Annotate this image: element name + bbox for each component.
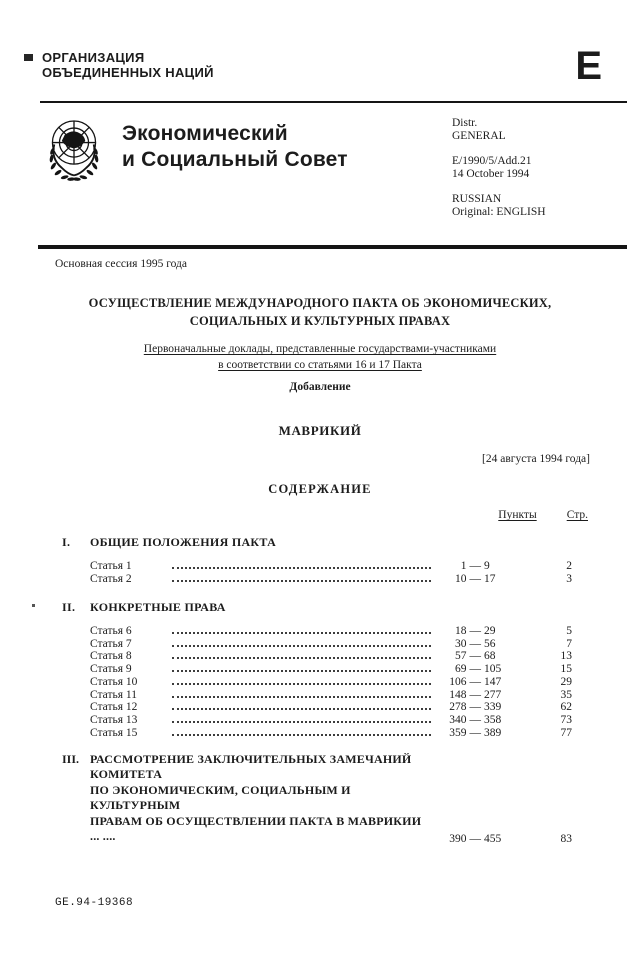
- contents-heading: СОДЕРЖАНИЕ: [268, 482, 372, 496]
- paragraph-from: 18: [455, 624, 467, 637]
- range-dash: —: [469, 701, 481, 714]
- paragraph-to: 358: [484, 714, 502, 727]
- toc-section-2: [0, 600, 640, 740]
- paragraph-from: 30: [455, 637, 467, 650]
- toc-entry: [90, 701, 572, 714]
- page-number: 2: [566, 560, 572, 573]
- council-title-line1: Экономический: [122, 122, 288, 145]
- country-name: МАВРИКИЙ: [278, 423, 362, 438]
- distribution-block: [452, 117, 604, 219]
- document-original-language: Original: ENGLISH: [452, 206, 546, 218]
- un-emblem-icon: [44, 117, 104, 185]
- entry-label: Статья 6: [90, 624, 132, 637]
- document-title-line1: ОСУЩЕСТВЛЕНИЕ МЕЖДУНАРОДНОГО ПАКТА ОБ ЭКОНОМИЧЕСКИХ,: [88, 296, 552, 310]
- paragraph-to: 29: [484, 624, 496, 637]
- paragraph-from: 69: [455, 663, 467, 676]
- toc-entry: [90, 573, 572, 586]
- entry-label: Статья 11: [90, 688, 137, 701]
- addendum-label: Добавление: [289, 381, 351, 393]
- paragraph-from: 106: [449, 675, 467, 688]
- paragraph-to: 455: [484, 832, 502, 845]
- document-subtitle-line2: в соответствии со статьями 16 и 17 Пакта: [218, 359, 422, 371]
- session-line: Основная сессия 1995 года: [55, 258, 188, 270]
- masthead-divider: [38, 245, 627, 249]
- entry-label: Статья 1: [90, 560, 132, 573]
- dot-leader: [172, 573, 431, 582]
- section-title: [90, 752, 424, 845]
- entry-label: Статья 15: [90, 727, 138, 739]
- document-title: [0, 294, 640, 330]
- page-number: 73: [560, 714, 572, 727]
- range-dash: —: [469, 714, 481, 727]
- document-subtitle: [0, 341, 640, 373]
- range-dash: —: [469, 560, 481, 573]
- dot-leader: [172, 727, 431, 736]
- section-numeral: I.: [62, 535, 71, 549]
- toc-entry: [90, 688, 572, 701]
- range-dash: —: [469, 572, 481, 585]
- dot-leader: [172, 688, 431, 697]
- spacer: [452, 143, 604, 155]
- page-number: 15: [560, 663, 572, 676]
- paragraph-from: 340: [449, 714, 467, 727]
- range-dash: —: [469, 637, 481, 650]
- page-number: 3: [566, 572, 572, 585]
- page-number: 29: [560, 675, 572, 688]
- document-subtitle-line1: Первоначальные доклады, представленные государствами-участниками: [143, 343, 497, 355]
- range-dash: —: [469, 832, 481, 845]
- paragraph-to: 68: [484, 650, 496, 663]
- document-symbol: E/1990/5/Add.21: [452, 155, 532, 167]
- page-number: 7: [566, 637, 572, 650]
- toc-column-headers: [0, 509, 588, 521]
- paragraph-to: 9: [484, 560, 490, 573]
- toc-entry: [90, 727, 572, 740]
- range-dash: —: [469, 650, 481, 663]
- entry-label: Статья 12: [90, 701, 138, 714]
- toc-entry: [90, 650, 572, 663]
- scan-artifact: [32, 604, 35, 607]
- toc-entry: [90, 676, 572, 689]
- range-dash: —: [469, 688, 481, 701]
- page-number: 5: [566, 624, 572, 637]
- section-entries: [90, 625, 572, 740]
- un-letterhead: [42, 44, 606, 88]
- org-name: [42, 50, 214, 80]
- section-title: ОБЩИЕ ПОЛОЖЕНИЯ ПАКТА: [90, 535, 277, 549]
- entry-label: Статья 9: [90, 663, 132, 676]
- section-entries: [90, 560, 572, 586]
- org-name-line2: ОБЪЕДИНЕННЫХ НАЦИЙ: [42, 65, 214, 80]
- council-title: [122, 121, 348, 173]
- masthead: [44, 117, 604, 219]
- section-title: КОНКРЕТНЫЕ ПРАВА: [90, 599, 226, 614]
- range-dash: —: [469, 663, 481, 676]
- toc-entry: [90, 637, 572, 650]
- paragraph-to: 147: [484, 675, 502, 688]
- section-numeral: III.: [62, 751, 80, 766]
- page-number: 83: [560, 832, 572, 845]
- page-number: 35: [560, 688, 572, 701]
- toc-entry: [90, 714, 572, 727]
- toc-section-3: [62, 752, 572, 845]
- entry-label: Статья 10: [90, 675, 138, 688]
- range-dash: —: [469, 727, 481, 739]
- entry-label: Статья 8: [90, 650, 132, 663]
- section-title-line2: ПО ЭКОНОМИЧЕСКИМ, СОЦИАЛЬНЫМ И КУЛЬТУРНЫМ: [90, 782, 351, 813]
- document-language: RUSSIAN: [452, 193, 502, 205]
- paragraph-from: 359: [449, 727, 467, 739]
- dot-leader: [172, 663, 431, 672]
- toc-section-1: [0, 535, 640, 586]
- dot-leader: [172, 637, 431, 646]
- paragraph-to: 277: [484, 688, 502, 701]
- document-code: GE.94-19368: [55, 897, 134, 909]
- entry-label: Статья 13: [90, 714, 138, 727]
- column-page: Стр.: [566, 509, 588, 521]
- paragraph-from: 10: [455, 572, 467, 585]
- paragraph-to: 339: [484, 701, 502, 714]
- paragraph-from: 148: [449, 688, 467, 701]
- dot-leader: [172, 560, 431, 569]
- section-title-line1: РАССМОТРЕНИЕ ЗАКЛЮЧИТЕЛЬНЫХ ЗАМЕЧАНИЙ КОМИТЕТА: [90, 751, 412, 782]
- dot-leader: [172, 676, 431, 685]
- header-divider: [40, 101, 627, 103]
- paragraph-from: 1: [460, 560, 467, 573]
- paragraph-from: 57: [455, 650, 467, 663]
- distr-label: Distr.: [452, 117, 478, 129]
- toc-entry: [90, 663, 572, 676]
- paragraph-to: 389: [484, 727, 502, 739]
- toc-entry: [90, 625, 572, 638]
- page-number: 62: [560, 701, 572, 714]
- page-number: 77: [560, 727, 572, 739]
- section-numeral: II.: [62, 599, 76, 614]
- paragraph-to: 105: [484, 663, 502, 676]
- page-number: 13: [560, 650, 572, 663]
- section-title-line3: ПРАВАМ ОБ ОСУЩЕСТВЛЕНИИ ПАКТА В МАВРИКИИ ... ....: [90, 813, 422, 844]
- paragraph-from: 390: [449, 832, 467, 845]
- scan-artifact: [24, 54, 33, 61]
- toc-entry: [90, 560, 572, 573]
- section-heading: [62, 600, 640, 615]
- entry-label: Статья 2: [90, 572, 132, 585]
- document-page: [0, 44, 640, 909]
- range-dash: —: [469, 624, 481, 637]
- paragraph-to: 17: [484, 572, 496, 585]
- distr-type: GENERAL: [452, 130, 506, 142]
- received-date: [24 августа 1994 года]: [482, 453, 590, 465]
- spacer: [452, 181, 604, 193]
- section-heading: [62, 535, 640, 550]
- dot-leader: [172, 714, 431, 723]
- dot-leader: [172, 625, 431, 634]
- paragraph-from: 278: [449, 701, 467, 714]
- council-title-line2: и Социальный Совет: [122, 148, 348, 171]
- dot-leader: [172, 650, 431, 659]
- dot-leader: [172, 701, 431, 710]
- document-date: 14 October 1994: [452, 168, 530, 180]
- paragraph-to: 56: [484, 637, 496, 650]
- range-dash: —: [469, 675, 481, 688]
- document-title-line2: СОЦИАЛЬНЫХ И КУЛЬТУРНЫХ ПРАВАХ: [189, 314, 451, 328]
- document-series-letter: E: [575, 44, 602, 88]
- org-name-line1: ОРГАНИЗАЦИЯ: [42, 50, 145, 65]
- entry-label: Статья 7: [90, 637, 132, 650]
- column-paragraphs: Пункты: [498, 509, 537, 521]
